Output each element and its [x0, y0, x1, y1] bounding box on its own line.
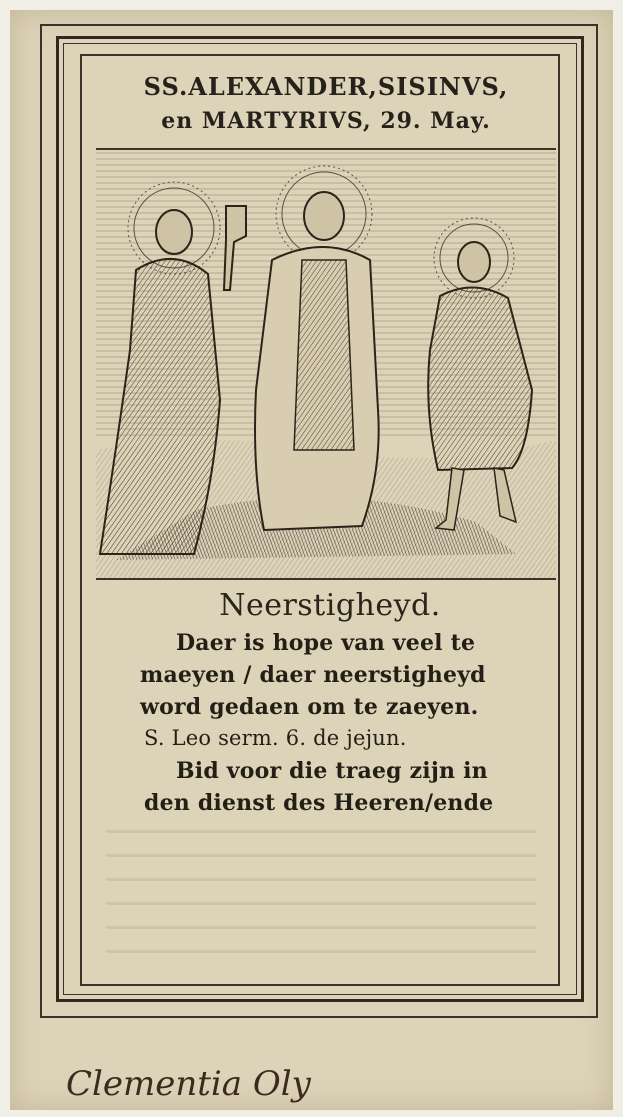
- title-line-2: en MARTYRIVS, 29. May.: [161, 108, 491, 134]
- devotional-card: [10, 10, 613, 1110]
- bleed-through-shadow: [106, 830, 536, 970]
- virtue-heading: Neerstigheyd.: [219, 588, 441, 623]
- title-line-1: SS.ALEXANDER,SISINVS,: [143, 72, 509, 101]
- verse-line-1: Daer is hope van veel te: [176, 630, 476, 656]
- handwritten-signature: Clementia Oly: [66, 1064, 311, 1104]
- saints-engraving: [96, 150, 556, 580]
- title-box: [96, 56, 556, 150]
- verse-line-5: Bid voor die traeg zijn in: [176, 758, 488, 784]
- source-reference: S. Leo serm. 6. de jejun.: [144, 726, 407, 750]
- verse-line-2: maeyen / daer neerstigheyd: [140, 662, 486, 688]
- engraving-illustration: [96, 150, 556, 578]
- verse-line-6: den dienst des Heeren/ende: [144, 790, 494, 816]
- verse-line-3: word gedaen om te zaeyen.: [140, 694, 479, 720]
